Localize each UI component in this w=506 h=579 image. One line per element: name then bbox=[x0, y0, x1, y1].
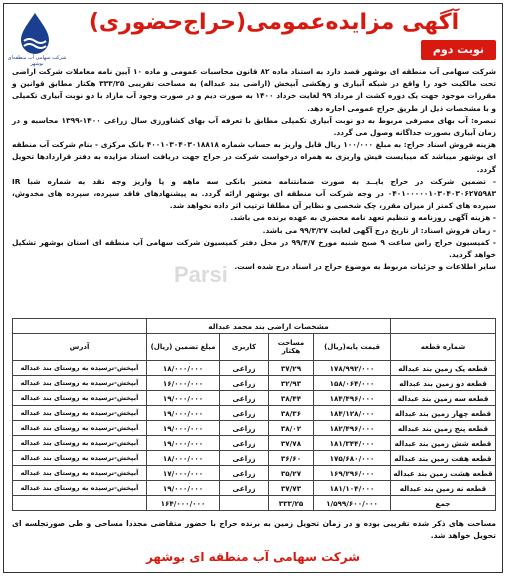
table-row bbox=[13, 391, 496, 406]
ad-page bbox=[3, 3, 503, 573]
logo-text: شرکت سهامی آب منطقه‌ای بوشهر bbox=[7, 55, 67, 67]
total-cell: ۳۳۳/۲۵ bbox=[269, 496, 314, 511]
col-header-base-price: قیمت پایه(ریال) bbox=[314, 334, 391, 361]
paragraph-sale-time: - زمان فروش اسناد: از تاریخ درج آگهی لغایت ۹۹/۳/۲۷ می باشد. bbox=[262, 225, 496, 235]
table-cell: ۱۹/۰۰۰/۰۰۰ bbox=[147, 391, 220, 406]
table-cell: زراعی bbox=[220, 481, 269, 496]
table-cell: زراعی bbox=[220, 391, 269, 406]
land-table bbox=[12, 318, 496, 511]
table-cell: آبپخش-نرسیده به روستای بند عبداله bbox=[13, 406, 147, 421]
table-cell: آبپخش-نرسیده به روستای بند عبداله bbox=[13, 421, 147, 436]
table-cell: زراعی bbox=[220, 406, 269, 421]
header bbox=[4, 4, 502, 66]
table-row bbox=[13, 361, 496, 376]
table-cell: ۳۷/۷۳ bbox=[269, 481, 314, 496]
table-cell: ۳۲/۹۳ bbox=[269, 376, 314, 391]
table-cell: آبپخش-نرسیده به روستای بند عبداله bbox=[13, 451, 147, 466]
paragraph-guarantee: - تضمین شرکت در حراج بایــد به صورت ضمانتنامه معتبر بانکی سه ماهه و یا واریز وجه نقد به شماره شبا IR ۰۴۰۱۰۰۰۰۰۱۰۳۰۴۰۳۰۶۲۷۵۹۸۳ در وجه شرکت آب منطقه ای بوشهر ارائه گردد. به پیشنهادهای فاقد سپرده، سپرده های مخدوش، سپرده های کمتر از میزان مقرر، چک شخصی و نظایر آن مطلقا ترتیب اثر داده نخواهد شد. bbox=[12, 176, 496, 211]
table-cell: زراعی bbox=[220, 361, 269, 376]
paragraph-commission: - کمیسیون حراج راس ساعت ۹ صبح شنبه مورخ ۹۹/۴/۷ در محل دفتر کمیسیون شرکت سهامی آب منطقه ای استان بوشهر تشکیل خواهد گردید. bbox=[12, 237, 496, 260]
table-cell: آبپخش-نرسیده به روستای بند عبداله bbox=[13, 436, 147, 451]
table-cell: ۳۷/۲۹ bbox=[269, 361, 314, 376]
table-row bbox=[13, 481, 496, 496]
table-row bbox=[13, 436, 496, 451]
table-cell: ۱۸۴/۴۹۶/۰۰۰ bbox=[314, 391, 391, 406]
col-header-usage: کاربری bbox=[220, 334, 269, 361]
table-cell: ۱۸/۰۰۰/۰۰۰ bbox=[147, 361, 220, 376]
table-cell: ۱۹/۰۰۰/۰۰۰ bbox=[147, 481, 220, 496]
table-corner bbox=[13, 319, 147, 334]
table-cell: ۱۸۱/۱۰۴/۰۰۰ bbox=[314, 481, 391, 496]
table-cell: قطعه یک زمین بند عبداله bbox=[391, 361, 496, 376]
table-cell: آبپخش-نرسیده به روستای بند عبداله bbox=[13, 466, 147, 481]
watermark: Parsi bbox=[174, 262, 228, 287]
table-cell: ۱۹/۰۰۰/۰۰۰ bbox=[147, 406, 220, 421]
table-cell: ۳۵/۲۷ bbox=[269, 466, 314, 481]
table-cell: زراعی bbox=[220, 436, 269, 451]
table-cell: قطعه دو زمین بند عبداله bbox=[391, 376, 496, 391]
table-row bbox=[13, 421, 496, 436]
col-header-guarantee: مبلغ تضمین (ریال) bbox=[147, 334, 220, 361]
table-cell: ۱۸۱/۳۴۴/۰۰۰ bbox=[314, 436, 391, 451]
table-cell: آبپخش-نرسیده به روستای بند عبداله bbox=[13, 391, 147, 406]
table-row bbox=[13, 466, 496, 481]
table-cell: ۳۸/۰۲ bbox=[269, 421, 314, 436]
page-title: آگهی مزایده‌عمومی(حراج‌حضوری) bbox=[88, 10, 460, 35]
col-header-plot: شماره قطعه bbox=[391, 334, 496, 361]
table-cell: قطعه هفت زمین بند عبداله bbox=[391, 451, 496, 466]
table-cell: قطعه نه زمین بند عبداله bbox=[391, 481, 496, 496]
water-company-logo-icon bbox=[12, 10, 58, 56]
table-cell: ۱۸۲/۴۹۶/۰۰۰ bbox=[314, 421, 391, 436]
table-group-header: مشخصات اراضی بند محمد عبداله bbox=[147, 319, 391, 334]
table-cell: ۱۹/۰۰۰/۰۰۰ bbox=[147, 436, 220, 451]
table-cell: آبپخش-نرسیده به روستای بند عبداله bbox=[13, 481, 147, 496]
table-cell: آبپخش-نرسیده به روستای بند عبداله bbox=[13, 361, 147, 376]
table-cell: ۱۷۵/۶۸۰/۰۰۰ bbox=[314, 451, 391, 466]
total-cell: ۱۶۴/۰۰۰/۰۰۰ bbox=[147, 496, 220, 511]
col-header-address: آدرس bbox=[13, 334, 147, 361]
table-corner bbox=[391, 319, 496, 334]
table-cell: ۳۷/۷۸ bbox=[269, 436, 314, 451]
table-cell: قطعه هشت زمین بند عبداله bbox=[391, 466, 496, 481]
table-cell: زراعی bbox=[220, 376, 269, 391]
table-cell: ۱۸۴/۱۲۸/۰۰۰ bbox=[314, 406, 391, 421]
table-cell: ۱۸/۰۰۰/۰۰۰ bbox=[147, 451, 220, 466]
table-cell: ۱۷/۰۰۰/۰۰۰ bbox=[147, 466, 220, 481]
table-cell: ۱۶/۰۰۰/۰۰۰ bbox=[147, 376, 220, 391]
table-cell: زراعی bbox=[220, 421, 269, 436]
table-row bbox=[13, 376, 496, 391]
total-cell: جمع bbox=[391, 496, 496, 511]
table-cell: آبپخش-نرسیده به روستای بند عبداله bbox=[13, 376, 147, 391]
round-badge: نوبت دوم bbox=[421, 40, 496, 60]
table-cell: ۱۶۹/۲۹۶/۰۰۰ bbox=[314, 466, 391, 481]
paragraph-doc-fee: هزینه فروش اسناد حراج: به مبلغ ۱۰۰/۰۰۰ ریال قابل واریز به حساب شماره ۴۰۰۱۰۳۰۴۰۳۰۱۸۸۱۸ بانک مرکزی - بنام شرکت آب منطقه ای بوشهر میباشد که میبایست فیش واریزی به همراه درخواست شرکت در حراج جهت دریافت اسناد مزایده به دفتر قراردادها تحویل گردد. bbox=[12, 140, 497, 174]
table-cell: ۳۸/۴۴ bbox=[269, 391, 314, 406]
table-row bbox=[13, 451, 496, 466]
table-cell: ۱۹/۰۰۰/۰۰۰ bbox=[147, 421, 220, 436]
table-cell: زراعی bbox=[220, 451, 269, 466]
signature: شرکت سهامی آب منطقه ای بوشهر bbox=[145, 550, 361, 564]
total-cell bbox=[220, 496, 269, 511]
table-cell: قطعه پنج زمین بند عبداله bbox=[391, 421, 496, 436]
table-cell: قطعه سه زمین بند عبداله bbox=[391, 391, 496, 406]
table-body bbox=[13, 361, 496, 511]
land-table-wrapper bbox=[12, 318, 496, 511]
paragraph-intro: شرکت سهامی آب منطقه ای بوشهر قصد دارد به استناد ماده ۸۲ قانون محاسبات عمومی و ماده ۱۰ آیین نامه معاملات شرکت اراضی تحت مالکیت خود را واقع در شبکه آبیاری و زهکشی آبپخش (اراضی بند عبداله) به مساحت تقریبی ۳۳۳/۲۵ هکتار مطابق قوانین و مقررات موجود جهت یک دوره کشت از مرداد ۹۹ لغایت خرداد ۱۴۰۰ به صورت دیم و در صورت وجود آب مازاد با دو نوبت آبیاری تکمیلی و با مشخصات ذیل از طریق حراج عمومی اجاره دهد. bbox=[12, 67, 496, 113]
footer-note: مساحت های ذکر شده تقریبی بوده و در زمان تحویل زمین به برنده حراج با حضور متقاضی مجددا مساحی و طی صورتجلسه ای تحویل خواهد شد. bbox=[12, 519, 496, 540]
table-cell: قطعه شش زمین بند عبداله bbox=[391, 436, 496, 451]
total-cell: ۱/۵۹۹/۶۰۰/۰۰۰ bbox=[314, 496, 391, 511]
table-row bbox=[13, 406, 496, 421]
paragraph-ad-cost: - هزینه آگهی روزنامه و تنظیم تعهد نامه محضری به عهده برنده می باشد. bbox=[230, 213, 496, 223]
table-total-row bbox=[13, 496, 496, 511]
table-cell: ۳۸/۳۶ bbox=[269, 406, 314, 421]
ad-body bbox=[12, 66, 496, 273]
paragraph-note: تبصره: آب بهای مصرفی مربوط به دو نوبت آبیاری تکمیلی مطابق با تعرفه آب بهای کشاورزی سال زراعی ۱۴۰۰-۱۳۹۹ محاسبه و در زمان آبیاری بصورت جداگانه وصول می گردد. bbox=[12, 115, 496, 138]
table-cell: ۳۶/۶۰ bbox=[269, 451, 314, 466]
col-header-area: مساحت هکتار bbox=[269, 334, 314, 361]
table-cell: ۱۵۸/۰۶۴/۰۰۰ bbox=[314, 376, 391, 391]
table-cell: ۱۷۸/۹۹۲/۰۰۰ bbox=[314, 361, 391, 376]
paragraph-other-info: سایر اطلاعات و جزئیات مربوط به موضوع حراج در اسناد درج شده است. bbox=[234, 262, 496, 272]
total-cell bbox=[13, 496, 147, 511]
table-cell: قطعه چهار زمین بند عبداله bbox=[391, 406, 496, 421]
table-cell: زراعی bbox=[220, 466, 269, 481]
